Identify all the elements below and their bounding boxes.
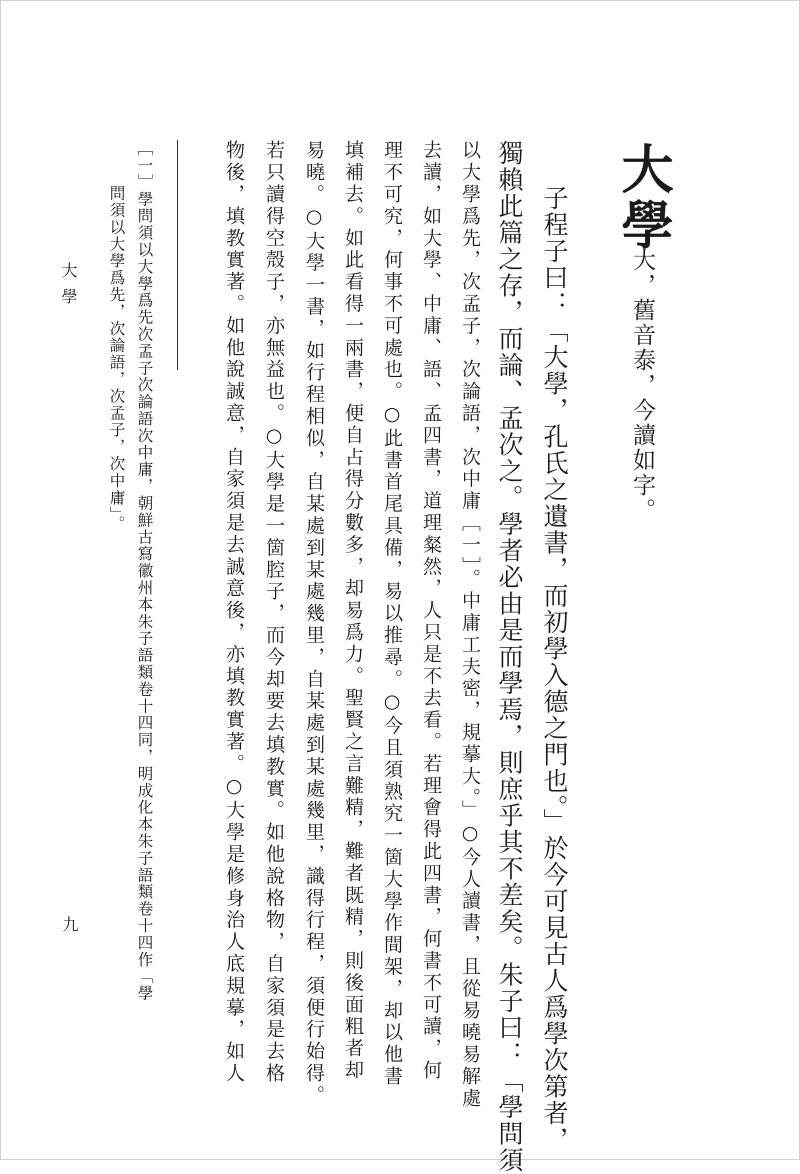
commentary-line-3: 理不可究，何事不可處也。○此書首尾具備，易以推尋。○今且須熟究一箇大學作間架，却以他書 xyxy=(381,140,403,1088)
running-header: 大學 xyxy=(59,262,78,314)
commentary-line-4: 填補去。如此看得一兩書，便自占得分數多，却易爲力。聖賢之言難精，難者既精，則後面粗者却 xyxy=(342,140,364,1082)
commentary-line-1: 以大學爲先，次孟子，次論語，次中庸［一］。中庸工夫密，規摹大。」○今人讀書，且從易曉易解處 xyxy=(459,140,481,1110)
title-note: 大，舊音泰，今讀如字。 xyxy=(629,248,655,523)
footnote-divider xyxy=(177,140,178,370)
commentary-line-6: 若只讀得空殼子，亦無益也。○大學是一箇腔子，而今却要去填教實。如他說格物，自家須是去格 xyxy=(263,140,285,1085)
footnote-line-2: 問須以大學爲先，次論語，次孟子，次中庸」。 xyxy=(107,185,126,533)
page-number: 九 xyxy=(60,916,79,932)
main-text-line-2: 獨賴此篇之存，而論、孟次之。學者必由是而學焉，則庶乎其不差矣。朱子曰：「學問須 xyxy=(495,140,524,1174)
main-text-line-1: 子程子曰：「大學，孔氏之遺書，而初學入德之門也。」於今可見古人爲學次第者， xyxy=(540,185,569,1153)
commentary-line-2: 去讀，如大學、中庸、語、孟四書，道理粲然，人只是不去看。若理會得此四書，何書不可讀，何 xyxy=(420,140,442,1082)
commentary-line-5: 易曉。○大學一書，如行程相似，自某處到某處幾里，自某處到某處幾里，識得行程，須便行始得。 xyxy=(303,140,325,1107)
chapter-title: 大學 xyxy=(612,142,673,254)
commentary-line-7: 物後，填教實著。如他說誠意，自家須是去誠意後，亦填教實著。○大學是修身治人底規摹，如人 xyxy=(223,140,245,1085)
footnote-line-1: ［一］學問須以大學爲先次孟子次論語次中庸，朝鮮古寫徽州本朱子語類卷十四同，明成化本朱子語類卷十四作「學 xyxy=(135,140,154,1002)
